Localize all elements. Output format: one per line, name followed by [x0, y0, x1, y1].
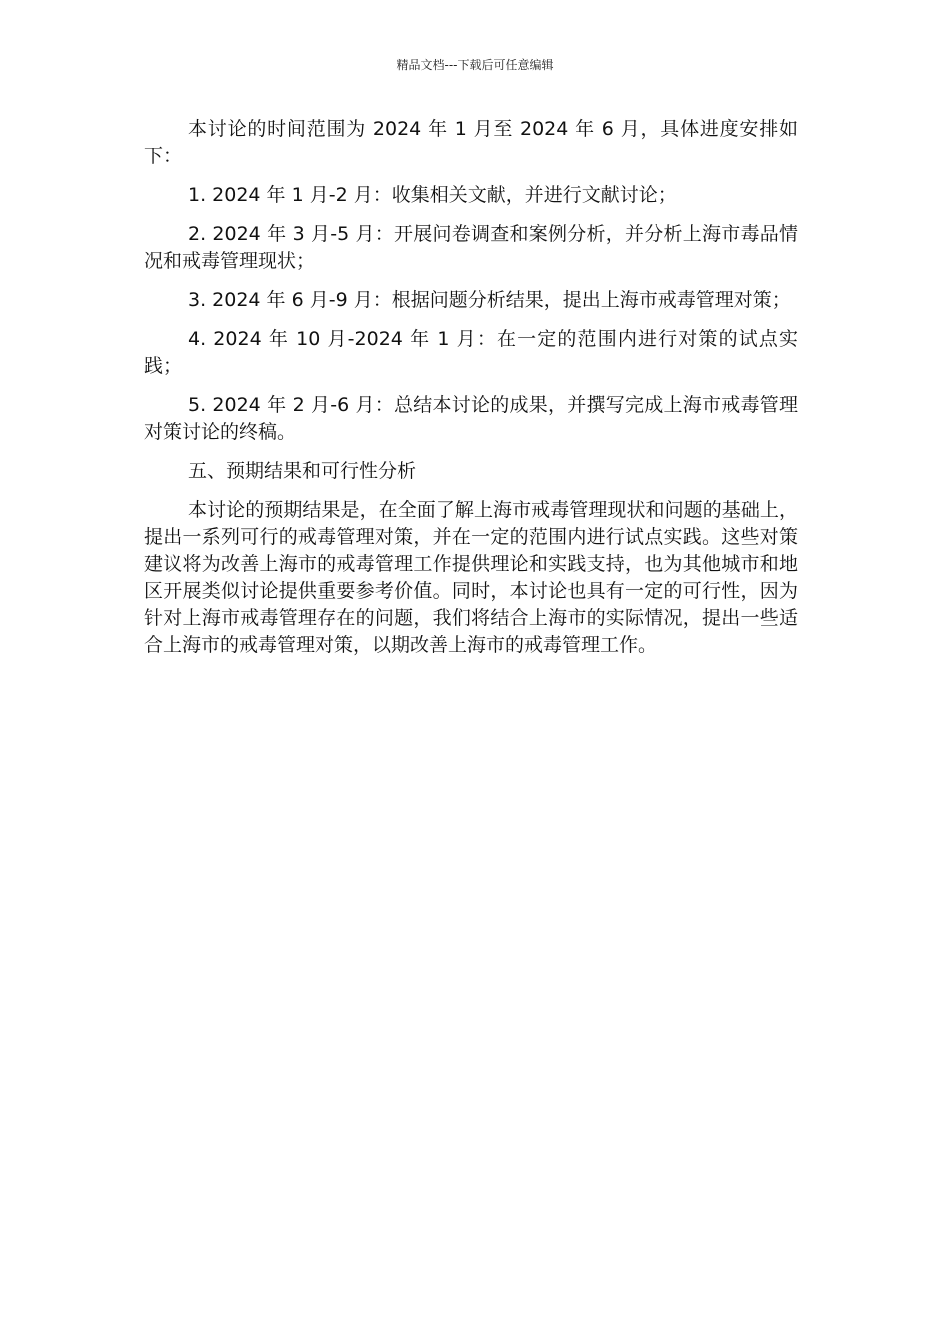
schedule-item-4: 4. 2024 年 10 月-2024 年 1 月：在一定的范围内进行对策的试点实践； [144, 328, 798, 377]
expected-results-paragraph: 本讨论的预期结果是，在全面了解上海市戒毒管理现状和问题的基础上，提出一系列可行的戒毒管理对策，并在一定的范围内进行试点实践。这些对策建议将为改善上海市的戒毒管理工作提供理论和实践支持，也为其他城市和地区开展类似讨论提供重要参考价值。同时，本讨论也具有一定的可行性，因为针对上海市戒毒管理存在的问题，我们将结合上海市的实际情况，提出一些适合上海市的戒毒管理对策，以期改善上海市的戒毒管理工作。 [144, 499, 798, 656]
page-header: 精品文档---下载后可任意编辑 [396, 58, 554, 72]
intro-paragraph: 本讨论的时间范围为 2024 年 1 月至 2024 年 6 月，具体进度安排如下： [144, 118, 798, 167]
section-heading: 五、预期结果和可行性分析 [188, 460, 417, 482]
schedule-item-1: 1. 2024 年 1 月-2 月：收集相关文献，并进行文献讨论； [188, 184, 677, 206]
schedule-item-2: 2. 2024 年 3 月-5 月：开展问卷调查和案例分析，并分析上海市毒品情况和戒毒管理现状； [144, 223, 798, 272]
schedule-item-5: 5. 2024 年 2 月-6 月：总结本讨论的成果，并撰写完成上海市戒毒管理对策讨论的终稿。 [144, 394, 798, 443]
document-body [144, 116, 798, 671]
schedule-item-3: 3. 2024 年 6 月-9 月：根据问题分析结果，提出上海市戒毒管理对策； [188, 289, 791, 311]
